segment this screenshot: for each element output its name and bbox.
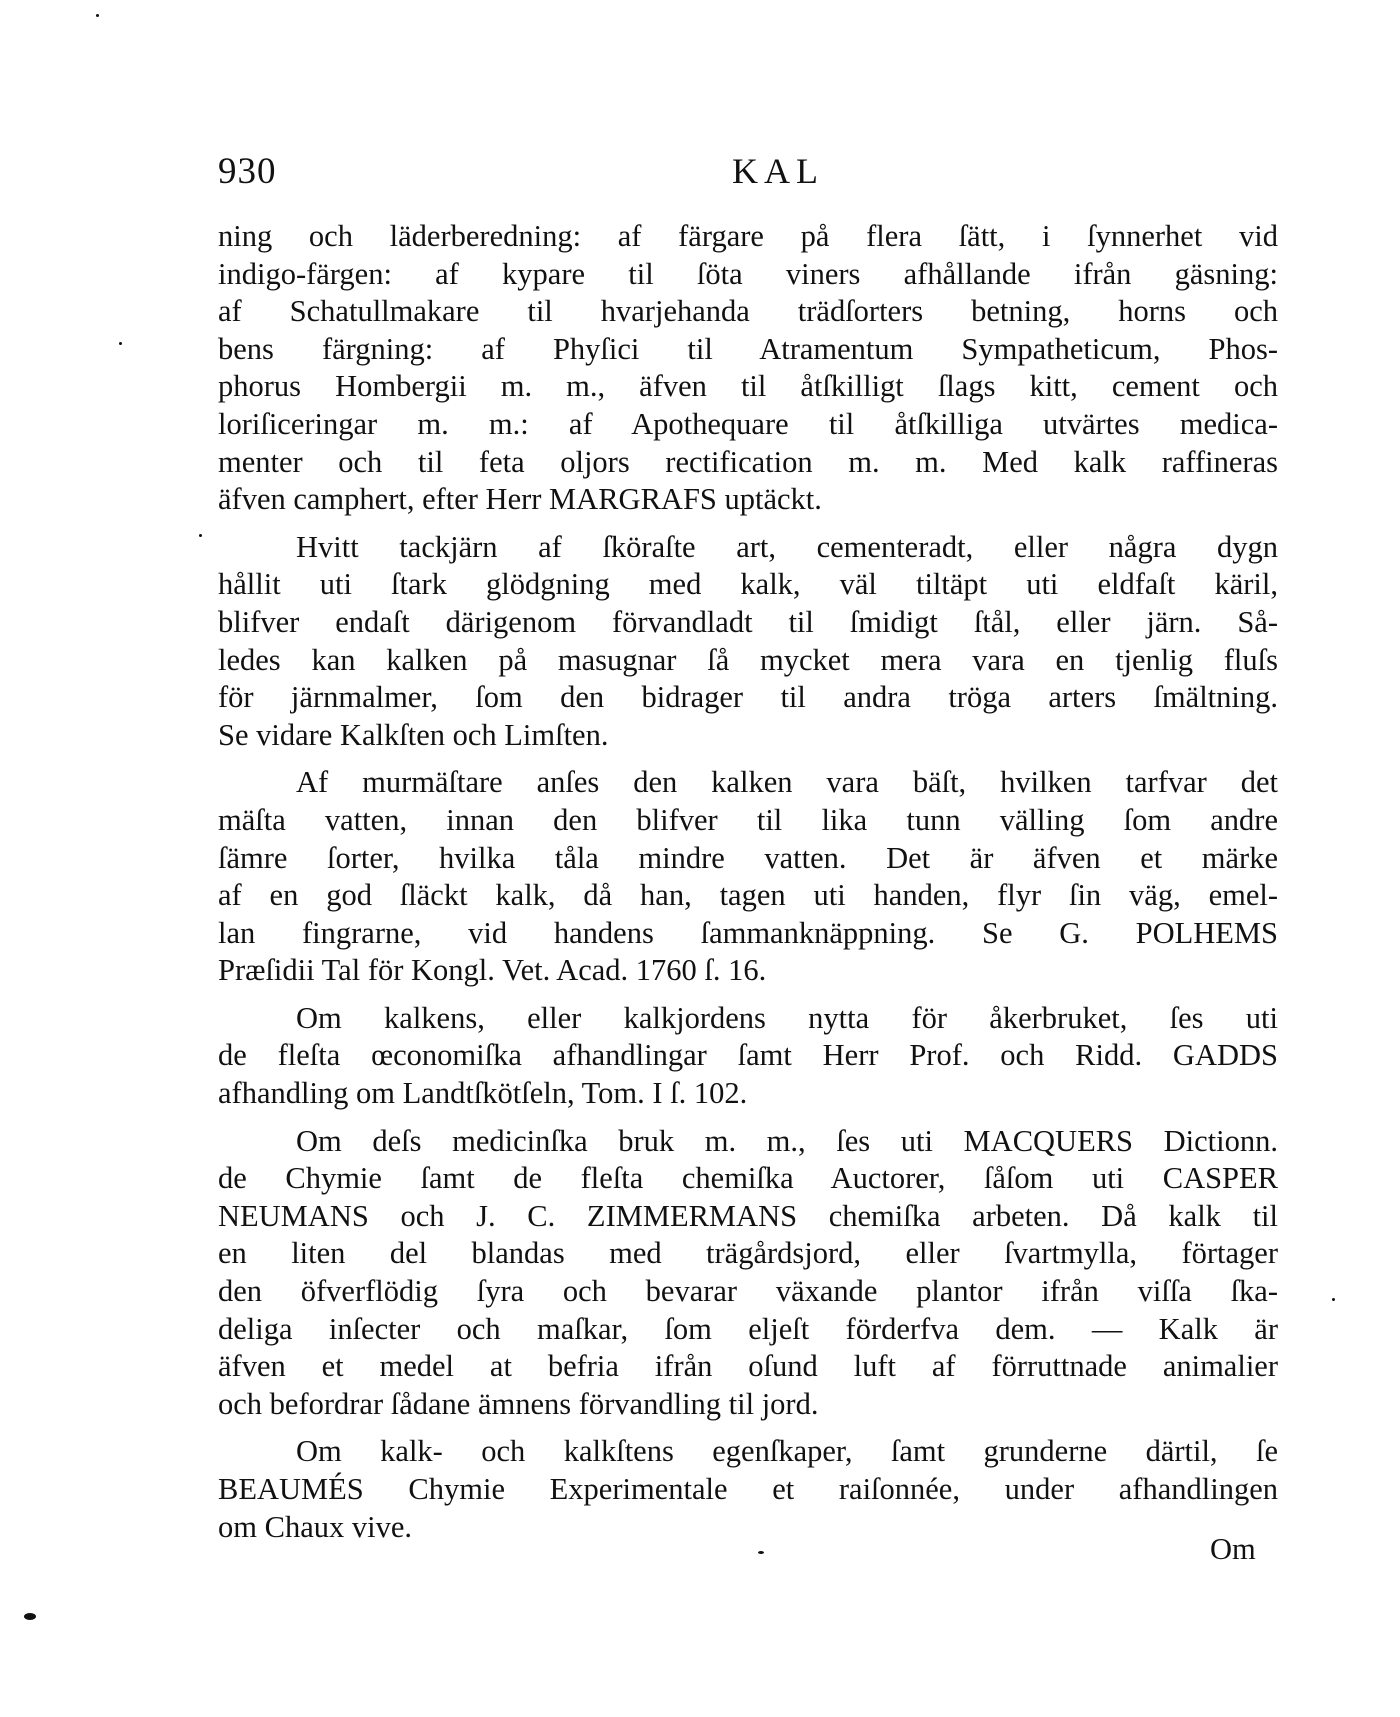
text-line: menter och til feta oljors rectification m. m. Med kalk raffineras	[218, 444, 1278, 479]
text-line: hållit uti ſtark glödgning med kalk, väl tiltäpt uti eldfaſt käril,	[218, 567, 1278, 602]
text-line: Hvitt tackjärn af ſköraſte art, cementeradt, eller några dygn	[296, 529, 1278, 564]
text-line: NEUMANS och J. C. ZIMMERMANS chemiſka arbeten. Då kalk til	[218, 1198, 1278, 1233]
ink-speck	[1332, 1298, 1335, 1301]
text-line: lan fingrarne, vid handens ſammanknäppning. Se G. POLHEMS	[218, 915, 1278, 950]
running-head: KAL	[732, 151, 824, 191]
text-line: Af murmäſtare anſes den kalken vara bäſt, hvilken tarfvar det	[296, 765, 1278, 800]
text-line: bens färgning: af Phyſici til Atramentum Sympatheticum, Phos-	[218, 331, 1278, 366]
text-line: en liten del blandas med trägårdsjord, eller ſvartmylla, förtager	[218, 1236, 1278, 1271]
text-line: blifver endaſt därigenom förvandladt til ſmidigt ſtål, eller järn. Så-	[218, 604, 1278, 639]
text-line: phorus Hombergii m. m., äfven til åtſkilligt ſlags kitt, cement och	[218, 369, 1278, 404]
page-header	[218, 150, 1278, 200]
text-line: af Schatullmakare til hvarjehanda trädſorters betning, horns och	[218, 294, 1278, 329]
text-line: indigo-färgen: af kypare til ſöta viners afhållande ifrån gäsning:	[218, 256, 1278, 291]
ink-speck	[96, 14, 99, 17]
text-line: afhandling om Landtſkötſeln, Tom. I ſ. 102.	[218, 1076, 748, 1111]
text-line: mäſta vatten, innan den blifver til lika tunn välling ſom andre	[218, 802, 1278, 837]
text-line: af en god ſläckt kalk, då han, tagen uti handen, flyr ſin väg, emel-	[218, 878, 1278, 913]
text-line: ſämre ſorter, hvilka tåla mindre vatten. Det är äfven et märke	[218, 840, 1278, 875]
text-line: loriſiceringar m. m.: af Apothequare til åtſkilliga utvärtes medica-	[218, 406, 1278, 441]
text-line: ning och läderberedning: af färgare på flera ſätt, i ſynnerhet vid	[218, 219, 1278, 253]
text-line: Om kalkens, eller kalkjordens nytta för åkerbruket, ſes uti	[296, 1000, 1278, 1035]
text-line: deliga inſecter och maſkar, ſom eljeſt förderfva dem. — Kalk är	[218, 1311, 1278, 1346]
ink-blot	[24, 1613, 36, 1620]
catchword: Om	[1210, 1532, 1256, 1566]
text-line: Om deſs medicinſka bruk m. m., ſes uti MACQUERS Dictionn.	[296, 1123, 1278, 1158]
text-line: om Chaux vive.	[218, 1509, 412, 1544]
text-line: den öfverflödig ſyra och bevarar växande plantor ifrån viſſa ſka-	[218, 1274, 1278, 1309]
text-line: de fleſta œconomiſka afhandlingar ſamt Herr Prof. och Ridd. GADDS	[218, 1038, 1278, 1073]
text-line: för järnmalmer, ſom den bidrager til andra tröga arters ſmältning.	[218, 680, 1278, 715]
text-line: och befordrar ſådane ämnens förvandling til jord.	[218, 1386, 819, 1421]
text-line: Præſidii Tal för Kongl. Vet. Acad. 1760 ſ. 16.	[218, 953, 767, 988]
text-line: ledes kan kalken på masugnar ſå mycket mera vara en tjenlig fluſs	[218, 642, 1278, 677]
ink-speck	[758, 1551, 764, 1554]
page-number: 930	[218, 151, 277, 192]
text-line: Se vidare Kalkſten och Limſten.	[218, 717, 609, 752]
body-text	[218, 218, 1278, 1546]
ink-speck	[119, 342, 122, 345]
text-line: äfven et medel at befria ifrån oſund luft af förruttnade animalier	[218, 1349, 1278, 1384]
text-line: äfven camphert, efter Herr MARGRAFS uptäckt.	[218, 482, 822, 517]
text-line: BEAUMÉS Chymie Experimentale et raiſonnée, under afhandlingen	[218, 1472, 1278, 1506]
ink-speck	[199, 534, 202, 537]
text-line: Om kalk- och kalkſtens egenſkaper, ſamt grunderne därtil, ſe	[296, 1434, 1278, 1469]
text-line: de Chymie ſamt de fleſta chemiſka Auctorer, ſåſom uti CASPER	[218, 1161, 1278, 1196]
